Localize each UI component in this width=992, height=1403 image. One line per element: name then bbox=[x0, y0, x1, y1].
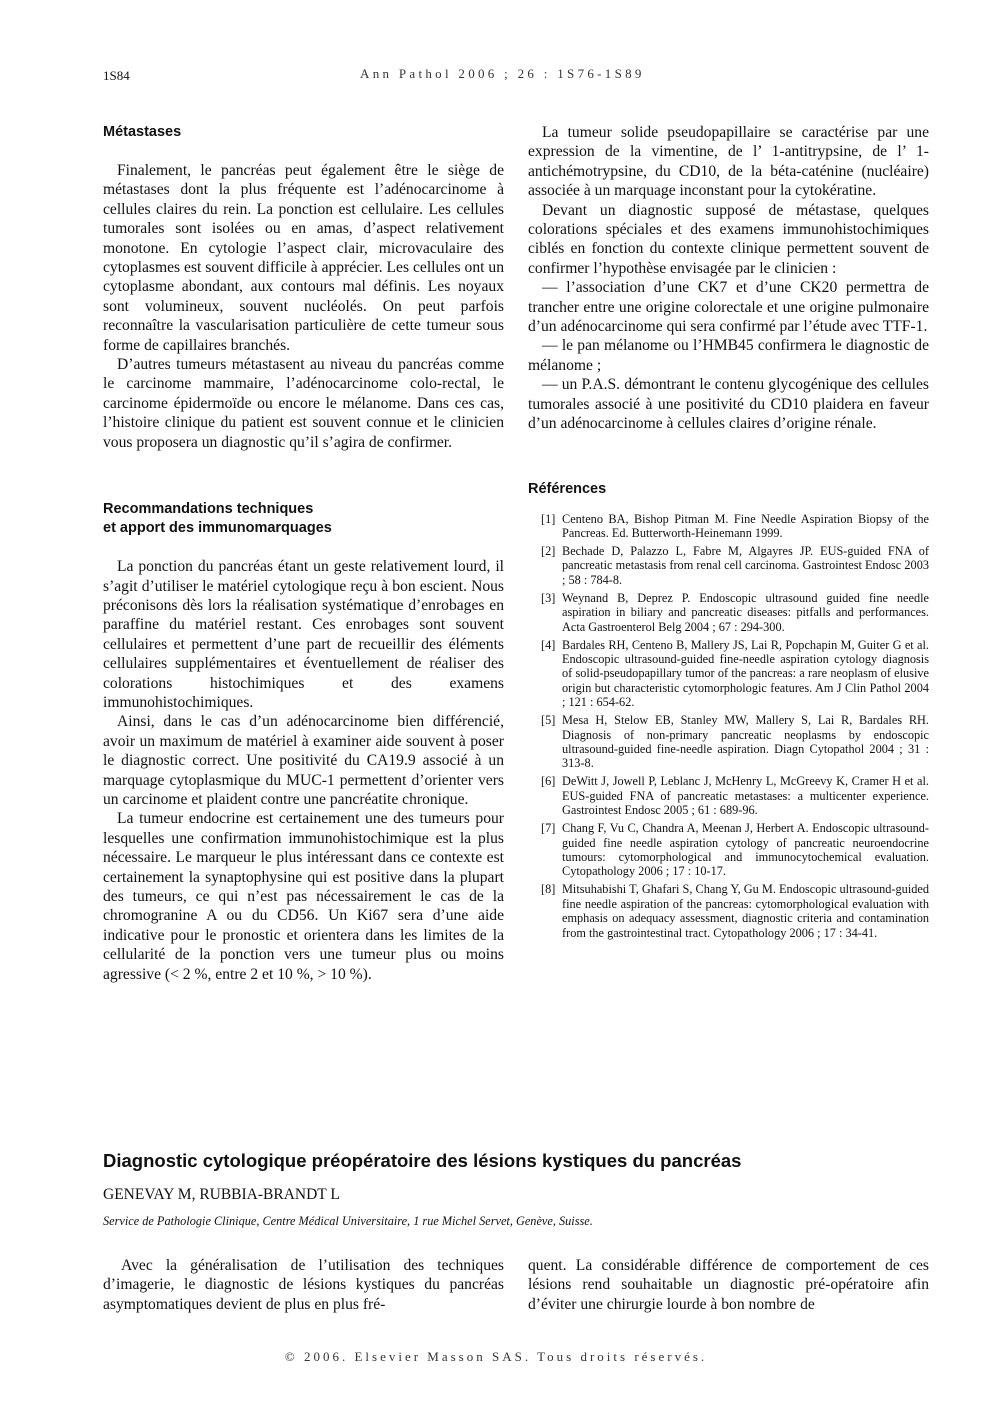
reference-number: [7] bbox=[541, 821, 556, 836]
reference-text: Centeno BA, Bishop Pitman M. Fine Needle Aspiration Biopsy of the Pancreas. Ed. Butterworth-Heinemann 1999. bbox=[562, 511, 929, 540]
pas-item: — un P.A.S. démontrant le contenu glycogénique des cellules tumorales associé à une positivité du CD10 plaidera en faveur d’un adénocarcinome à cellules claires d’origine rénale. bbox=[528, 376, 929, 433]
ck7-ck20-item: — l’association d’une CK7 et d’une CK20 permettra de trancher entre une origine colorectale et une origine pulmonaire d’un adénocarcinome qui sera confirmé par l’étude avec TTF-1. bbox=[528, 279, 929, 336]
reference-item bbox=[528, 591, 929, 634]
next-article-authors: GENEVAY M, RUBBIA-BRANDT L bbox=[103, 1186, 340, 1203]
running-head: Ann Pathol 2006 ; 26 : 1S76-1S89 bbox=[360, 66, 645, 81]
reference-item bbox=[528, 774, 929, 817]
reference-text: Chang F, Vu C, Chandra A, Meenan J, Herbert A. Endoscopic ultrasound-guided fine needle aspiration cytology of pancreatic neuroendocrine tumours: cytomorphological and immunocytochemical evaluation. Cytopathology 2006 ; 17 : 10-17. bbox=[562, 821, 929, 879]
recommendations-paragraph-1: La ponction du pancréas étant un geste relativement lourd, il s’agit d’utiliser le matériel cytologique reçu à bon escient. Nous préconisons dès lors la réalisation systématique d’enrobages en paraffine du matériel restant. Ces enrobages sont souvent cellulaires et permettent d’une part de recueillir des éléments cellulaires supplémentaires et éventuellement de réaliser des colorations histochimiques et des examens immunohistochimiques. bbox=[103, 558, 504, 711]
reference-number: [5] bbox=[541, 713, 556, 728]
pseudopapillary-paragraph: La tumeur solide pseudopapillaire se caractérise par une expression de la vimentine, de l’ 1-antitrypsine, de l’ 1-antichémotrypsine, du CD10, de la béta-caténine (nucléaire) associée à un marquage inconstant pour la cytokératine. bbox=[528, 124, 929, 200]
reference-number: [3] bbox=[541, 590, 556, 605]
reference-number: [6] bbox=[541, 774, 556, 789]
metastases-paragraph-1: Finalement, le pancréas peut également être le siège de métastases dont la plus fréquente est l’adénocarcinome à cellules claires du rein. La ponction est cellulaire. Les cellules tumorales sont isolées ou en amas, d’aspect relativement monotone. En cytologie l’aspect clair, microvaculaire des cytoplasmes est souvent difficile à apprécier. Les cellules ont un cytoplasme abondant, aux contours mal définis. Les noyaux sont volumineux, souvent nucléolés. On peut parfois reconnaître la vascularisation particulière de cette tumeur sous forme de capillaires branchés. bbox=[103, 162, 504, 354]
reference-item bbox=[528, 882, 929, 940]
recommendations-heading-line-1: Recommandations techniques bbox=[103, 501, 314, 518]
reference-text: Mitsuhabishi T, Ghafari S, Chang Y, Gu M. Endoscopic ultrasound-guided fine needle aspiration of the pancreas: cytomorphological evaluation with emphasis on adequacy assessment, diagnostic criteria and contamination from the gastrointestinal tract. Cytopathology 2006 ; 17 : 34-41. bbox=[562, 882, 929, 940]
metastasis-diagnosis-paragraph: Devant un diagnostic supposé de métastase, quelques colorations spéciales et des examens immunohistochimiques ciblés en fonction du contexte clinique permettent souvent de confirmer l’hypothèse envisagée par le clinicien : bbox=[528, 201, 929, 277]
next-article-affiliation: Service de Pathologie Clinique, Centre Médical Universitaire, 1 rue Michel Servet, Genève, Suisse. bbox=[103, 1214, 593, 1228]
reference-item bbox=[528, 512, 929, 541]
metastases-paragraph-2: D’autres tumeurs métastasent au niveau du pancréas comme le carcinome mammaire, l’adénocarcinome colo-rectal, le carcinome épidermoïde ou encore le mélanome. Dans ces cas, l’histoire clinique du patient est souvent connue et le clinicien vous proposera un diagnostic qu’il s’agira de confirmer. bbox=[103, 356, 504, 451]
intro-left-text: Avec la généralisation de l’utilisation des techniques d’imagerie, le diagnostic de lésions kystiques du pancréas asymptomatiques devient de plus en plus fré- bbox=[103, 1257, 504, 1313]
page-number: 1S84 bbox=[103, 68, 130, 83]
reference-text: Mesa H, Stelow EB, Stanley MW, Mallery S, Lai R, Bardales RH. Diagnosis of non-primary pancreatic neoplasms by endoscopic ultrasound-guided fine-needle aspiration. Diagn Cytopathol 2004 ; 31 : 313-8. bbox=[562, 713, 929, 771]
reference-item bbox=[528, 713, 929, 771]
right-column bbox=[528, 123, 929, 944]
reference-number: [8] bbox=[541, 882, 556, 897]
recommendations-heading bbox=[103, 500, 504, 538]
left-column bbox=[103, 123, 504, 984]
next-article-intro-left bbox=[103, 1256, 504, 1314]
recommendations-paragraph-2: Ainsi, dans le cas d’un adénocarcinome bien différencié, avoir un maximum de matériel à examiner aide souvent à poser le diagnostic correct. Une positivité du CA19.9 associé à un marquage cytoplasmique du MUC-1 permettent d’orienter vers un carcinome et plaident contre une pancréatite chronique. bbox=[103, 713, 504, 808]
reference-number: [1] bbox=[541, 511, 556, 526]
melanoma-item: — le pan mélanome ou l’HMB45 confirmera le diagnostic de mélanome ; bbox=[528, 337, 929, 374]
copyright-footer: © 2006. Elsevier Masson SAS. Tous droits réservés. bbox=[284, 1349, 708, 1364]
next-article-title: Diagnostic cytologique préopératoire des lésions kystiques du pancréas bbox=[103, 1150, 742, 1171]
reference-item bbox=[528, 544, 929, 587]
reference-text: DeWitt J, Jowell P, Leblanc J, McHenry L, McGreevy K, Cramer H et al. EUS-guided FNA of pancreatic metastases: a multicenter experience. Gastrointest Endosc 2005 ; 61 : 689-96. bbox=[562, 774, 929, 818]
references-list bbox=[528, 512, 929, 941]
next-article-intro-right: quent. La considérable différence de comportement de ces lésions rend souhaitable un diagnostic pré-opératoire afin d’éviter une chirurgie lourde à bon nombre de bbox=[528, 1257, 929, 1313]
reference-text: Weynand B, Deprez P. Endoscopic ultrasound guided fine needle aspiration in biliary and pancreatic diseases: pitfalls and performances. Acta Gastroenterol Belg 2004 ; 67 : 294-300. bbox=[562, 590, 929, 634]
reference-text: Bardales RH, Centeno B, Mallery JS, Lai R, Popchapin M, Guiter G et al. Endoscopic ultrasound-guided fine-needle aspiration cytology diagnosis of solid-pseudopapillary tumor of the pancreas: a rare neoplasm of elusive origin but characteristic cytomorphologic features. Am J Clin Pathol 2004 ; 121 : 654-62. bbox=[562, 637, 929, 710]
metastases-heading: Métastases bbox=[103, 124, 182, 140]
reference-number: [4] bbox=[541, 637, 556, 652]
reference-item bbox=[528, 821, 929, 879]
reference-text: Bechade D, Palazzo L, Fabre M, Algayres JP. EUS-guided FNA of pancreatic metastasis from renal cell carcinoma. Gastrointest Endosc 2003 ; 58 : 784-8. bbox=[562, 543, 929, 587]
recommendations-paragraph-3: La tumeur endocrine est certainement une des tumeurs pour lesquelles une confirmation immunohistochimique est la plus nécessaire. Le marqueur le plus intéressant dans ce contexte est certainement la synaptophysine qui est positive dans la plupart des tumeurs, ce qui n’est pas nécessairement le cas de la chromogranine A ou du CD56. Un Ki67 sera d’une aide indicative pour le pronostic et orientera dans les limites de la cellularité de la ponction vers une tumeur plus ou moins agressive (< 2 %, entre 2 et 10 %, > 10 %). bbox=[103, 810, 504, 983]
reference-item bbox=[528, 638, 929, 710]
reference-number: [2] bbox=[541, 543, 556, 558]
recommendations-heading-line-2: et apport des immunomarquages bbox=[103, 520, 332, 537]
references-heading: Références bbox=[528, 480, 607, 497]
